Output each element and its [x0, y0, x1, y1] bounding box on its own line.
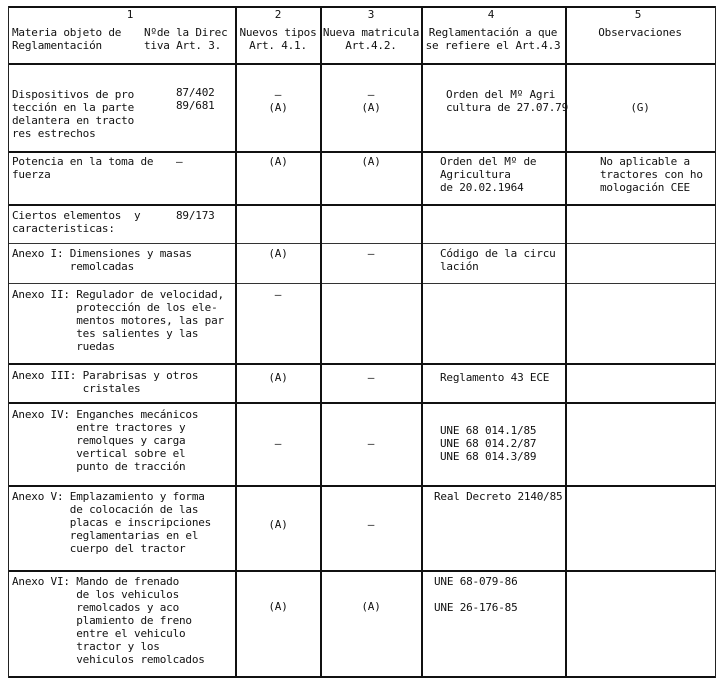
- cell-nuevos: (A): [268, 371, 288, 384]
- cell-reglamentacion: Código de la circu lación: [440, 247, 556, 273]
- col3-number: 3: [367, 8, 375, 21]
- cell-directiva: 89/173: [176, 209, 215, 222]
- col1-number: 1: [126, 8, 134, 21]
- cell-materia: Anexo V: Emplazamiento y forma de colocación de las placas e inscripciones reglamentarias en el cuerpo del tractor: [12, 490, 212, 555]
- cell-reglamentacion: Reglamento 43 ECE: [440, 371, 550, 384]
- cell-matricula: –: [367, 371, 375, 384]
- col1-heading: Materia objeto de Reglamentación: [12, 26, 122, 52]
- column-rule: [715, 6, 716, 678]
- cell-nuevos: –: [274, 288, 282, 301]
- cell-matricula: (A): [361, 155, 381, 168]
- col5-heading: Observaciones: [598, 26, 682, 39]
- col4-heading: Reglamentación a que se refiere el Art.4.3: [425, 26, 561, 52]
- row-rule: [8, 283, 716, 284]
- cell-directiva: 87/402 89/681: [176, 86, 215, 112]
- row-rule: [8, 570, 716, 572]
- col5-number: 5: [634, 8, 642, 21]
- cell-reglamentacion: Real Decreto 2140/85: [434, 490, 563, 503]
- cell-nuevos: (A): [268, 155, 288, 168]
- cell-nuevos: (A): [268, 518, 288, 531]
- row-rule: [8, 363, 716, 365]
- header-bottom-rule: [8, 63, 716, 65]
- column-rule: [421, 6, 423, 678]
- cell-reglamentacion: UNE 68-079-86 UNE 26-176-85: [434, 575, 518, 614]
- cell-reglamentacion: UNE 68 014.1/85 UNE 68 014.2/87 UNE 68 014.3/89: [440, 424, 537, 463]
- cell-reglamentacion: Orden del Mº de Agricultura de 20.02.1964: [440, 155, 537, 194]
- cell-materia: Ciertos elementos y caracteristicas:: [12, 209, 141, 235]
- cell-matricula: – (A): [361, 88, 381, 114]
- cell-materia: Anexo III: Parabrisas y otros cristales: [12, 369, 199, 395]
- bottom-border: [8, 676, 716, 678]
- cell-directiva: –: [176, 155, 183, 168]
- row-rule: [8, 204, 716, 206]
- cell-materia: Potencia en la toma de fuerza: [12, 155, 154, 181]
- cell-matricula: –: [367, 437, 375, 450]
- cell-nuevos: (A): [268, 247, 288, 260]
- col1b-heading: Nºde la Direc tiva Art. 3.: [144, 26, 228, 52]
- column-rule: [8, 6, 9, 678]
- cell-materia: Dispositivos de pro tección en la parte delantera en tracto res estrechos: [12, 88, 135, 140]
- cell-materia: Anexo II: Regulador de velocidad, protección de los ele- mentos motores, las par tes salientes y las ruedas: [12, 288, 224, 353]
- col2-heading: Nuevos tipos Art. 4.1.: [239, 26, 317, 52]
- col2-number: 2: [274, 8, 282, 21]
- cell-materia: Anexo IV: Enganches mecánicos entre tractores y remolques y carga vertical sobre el punto de tracción: [12, 408, 199, 473]
- row-rule: [8, 151, 716, 153]
- col4-number: 4: [487, 8, 495, 21]
- cell-observaciones: (G): [630, 101, 650, 114]
- row-rule: [8, 402, 716, 404]
- cell-matricula: –: [367, 247, 375, 260]
- cell-matricula: (A): [361, 600, 381, 613]
- cell-nuevos: – (A): [268, 88, 288, 114]
- cell-materia: Anexo I: Dimensiones y masas remolcadas: [12, 247, 192, 273]
- cell-nuevos: –: [274, 437, 282, 450]
- row-rule: [8, 243, 716, 244]
- cell-observaciones: No aplicable a tractores con ho mologación CEE: [600, 155, 703, 194]
- cell-materia: Anexo VI: Mando de frenado de los vehiculos remolcados y aco plamiento de freno entre el vehiculo tractor y los vehiculos remolcados: [12, 575, 205, 666]
- col3-heading: Nueva matricula Art.4.2.: [322, 26, 420, 52]
- cell-nuevos: (A): [268, 600, 288, 613]
- row-rule: [8, 485, 716, 487]
- cell-matricula: –: [367, 518, 375, 531]
- cell-reglamentacion: Orden del Mº Agri cultura de 27.07.79: [446, 88, 569, 114]
